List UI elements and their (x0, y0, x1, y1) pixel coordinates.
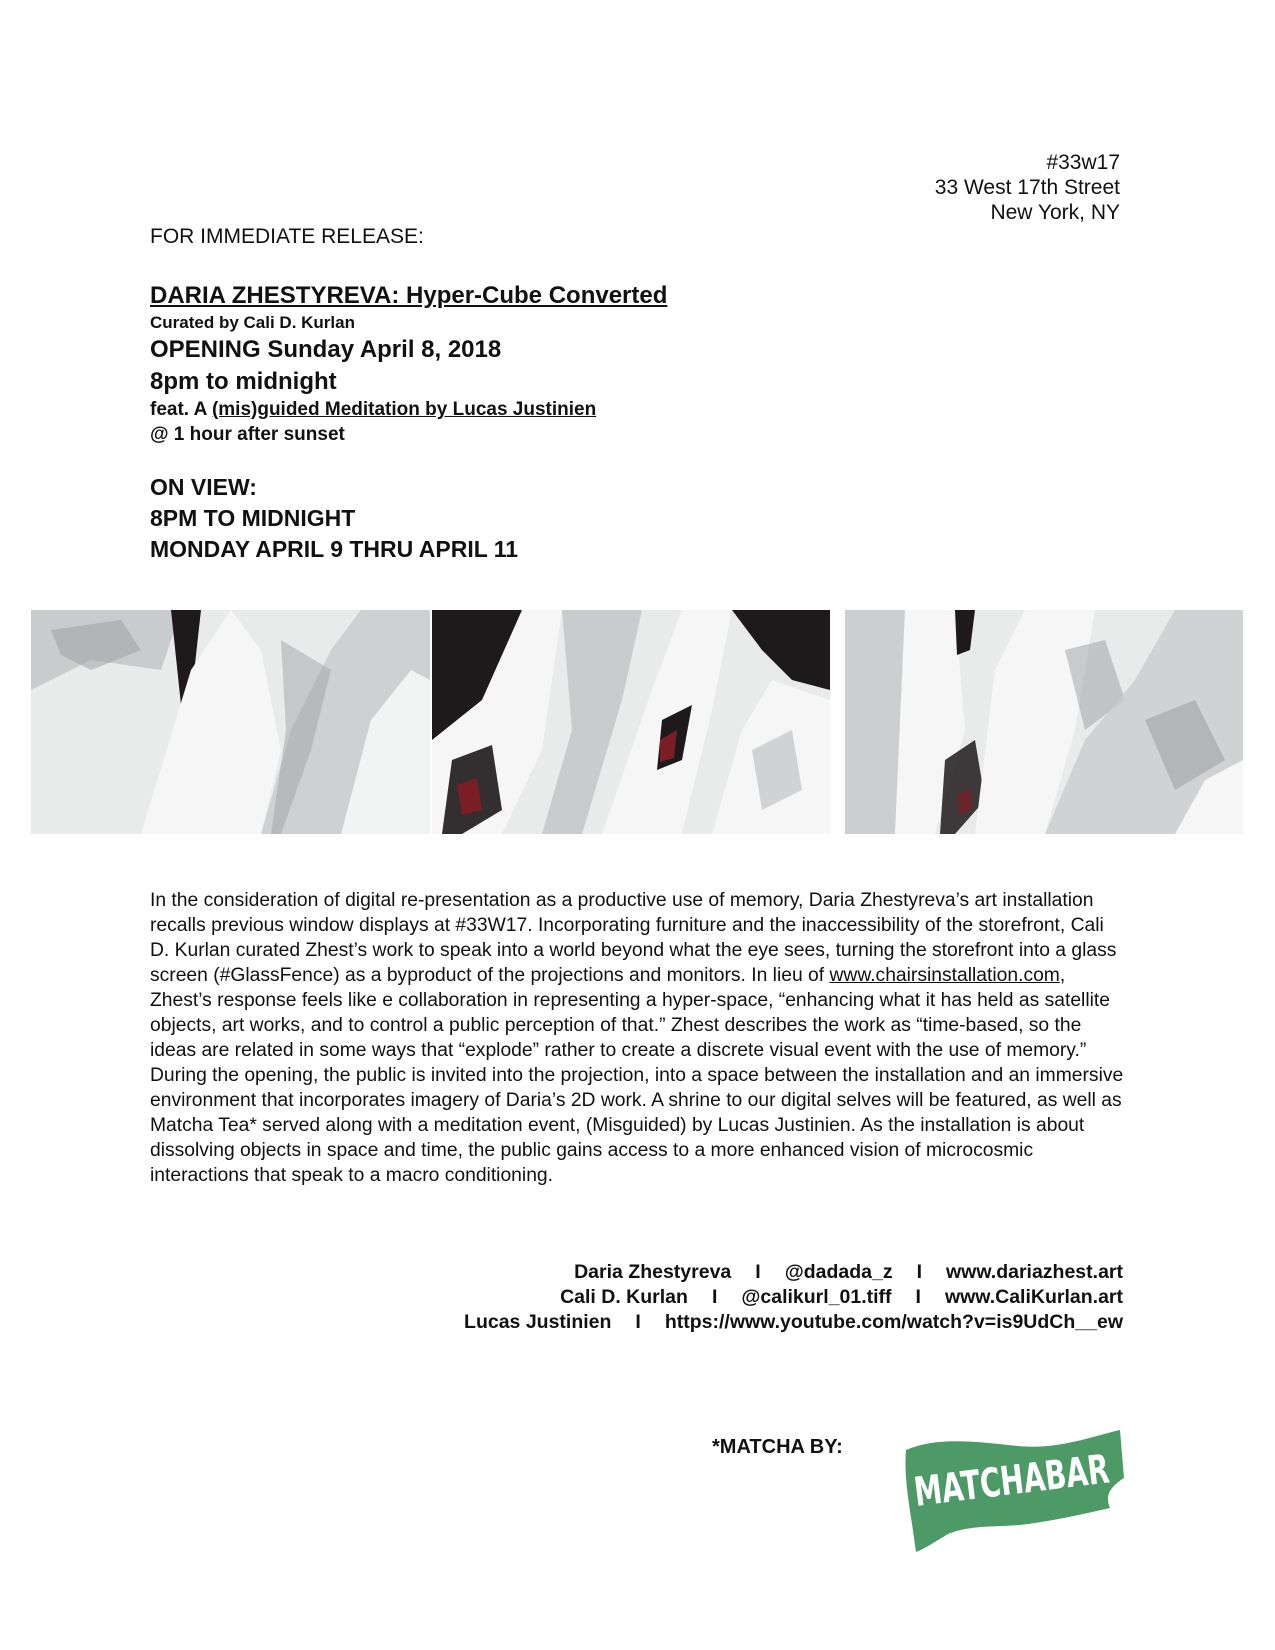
credit-handle[interactable]: @calikurl_01.tiff (741, 1286, 892, 1308)
on-view-dates: MONDAY APRIL 9 THRU APRIL 11 (150, 536, 519, 562)
featured-prefix: feat. A (150, 399, 212, 420)
credit-separator: I (635, 1311, 641, 1333)
exhibition-title: DARIA ZHESTYREVA: Hyper-Cube Converted (150, 282, 668, 309)
credit-url[interactable]: www.CaliKurlan.art (944, 1286, 1123, 1308)
press-release-body (150, 888, 1126, 1188)
credit-separator: I (916, 1261, 922, 1283)
featured-time: @ 1 hour after sunset (150, 424, 345, 445)
artist-credits (464, 1260, 1123, 1335)
credit-row-daria (464, 1260, 1123, 1285)
exhibition-info (150, 282, 667, 448)
body-paragraph-1: In the consideration of digital re-presentation as a productive use of memory, Daria Zhestyreva’s art installation recalls previous window displays at #33W17. Incorporating furniture and the inaccessibility of the storefront, Cali D. Kurlan curated Zhest’s work to speak into a world beyond what the eye sees, turning the storefront into a glass screen (#GlassFence) as a byproduct of the projections and monitors. In lieu of www.chairsinstallation.com, Zhest’s response feels like e collaboration in representing a hyper-space, “enhancing what it has held as satellite objects, art works, and to control a public perception of that.” Zhest describes the work as “time-based, so the ideas are related in some ways that “explode” rather to create a discrete visual event with the use of memory.” (150, 890, 1117, 1061)
on-view-hours: 8PM TO MIDNIGHT (150, 505, 356, 531)
gallery-address (935, 150, 1120, 225)
gallery-street: 33 West 17th Street (934, 176, 1120, 199)
on-view-block (150, 472, 518, 565)
credit-separator: I (915, 1286, 921, 1308)
credit-name: Lucas Justinien (464, 1311, 612, 1333)
curator-line: Curated by Cali D. Kurlan (150, 313, 355, 332)
opening-time: 8pm to midnight (150, 368, 337, 395)
installation-photo-1 (31, 610, 430, 834)
credit-separator: I (711, 1286, 718, 1308)
installation-photo-3 (845, 610, 1243, 834)
matcha-sponsor-label: *MATCHA BY: (712, 1436, 843, 1458)
gallery-city: New York, NY (990, 201, 1120, 224)
featured-event (150, 398, 667, 422)
credit-row-lucas (464, 1310, 1123, 1335)
credit-row-cali (464, 1285, 1123, 1310)
credit-handle[interactable]: @dadada_z (784, 1261, 893, 1283)
chairs-installation-link[interactable]: www.chairsinstallation.com (829, 965, 1060, 986)
gallery-hashtag: #33w17 (1046, 151, 1120, 174)
meditation-link[interactable]: (mis)guided Meditation by Lucas Justinien (211, 399, 597, 420)
body-paragraph-2: During the opening, the public is invited into the projection, into a space between the installation and an immersive environment that incorporates imagery of Daria’s 2D work. A shrine to our digital selves will be featured, as well as Matcha Tea* served along with a meditation event, (Misguided) by Lucas Justinien. As the installation is about dissolving objects in space and time, the public gains access to a more enhanced vision of microcosmic interactions that speak to a macro conditioning. (150, 1065, 1124, 1186)
credit-separator: I (755, 1261, 761, 1283)
on-view-heading: ON VIEW: (150, 474, 257, 500)
credit-url[interactable]: www.dariazhest.art (946, 1261, 1123, 1283)
credit-name: Daria Zhestyreva (574, 1261, 732, 1283)
matchabar-logo (898, 1428, 1197, 1553)
installation-photo-2 (432, 610, 830, 834)
credit-name: Cali D. Kurlan (560, 1286, 688, 1308)
logo-wordmark: MATCHABAR (911, 1436, 1197, 1516)
credit-url[interactable]: https://www.youtube.com/watch?v=is9UdCh__ew (664, 1311, 1123, 1333)
release-label: FOR IMMEDIATE RELEASE: (150, 225, 424, 248)
opening-date: OPENING Sunday April 8, 2018 (150, 336, 502, 363)
